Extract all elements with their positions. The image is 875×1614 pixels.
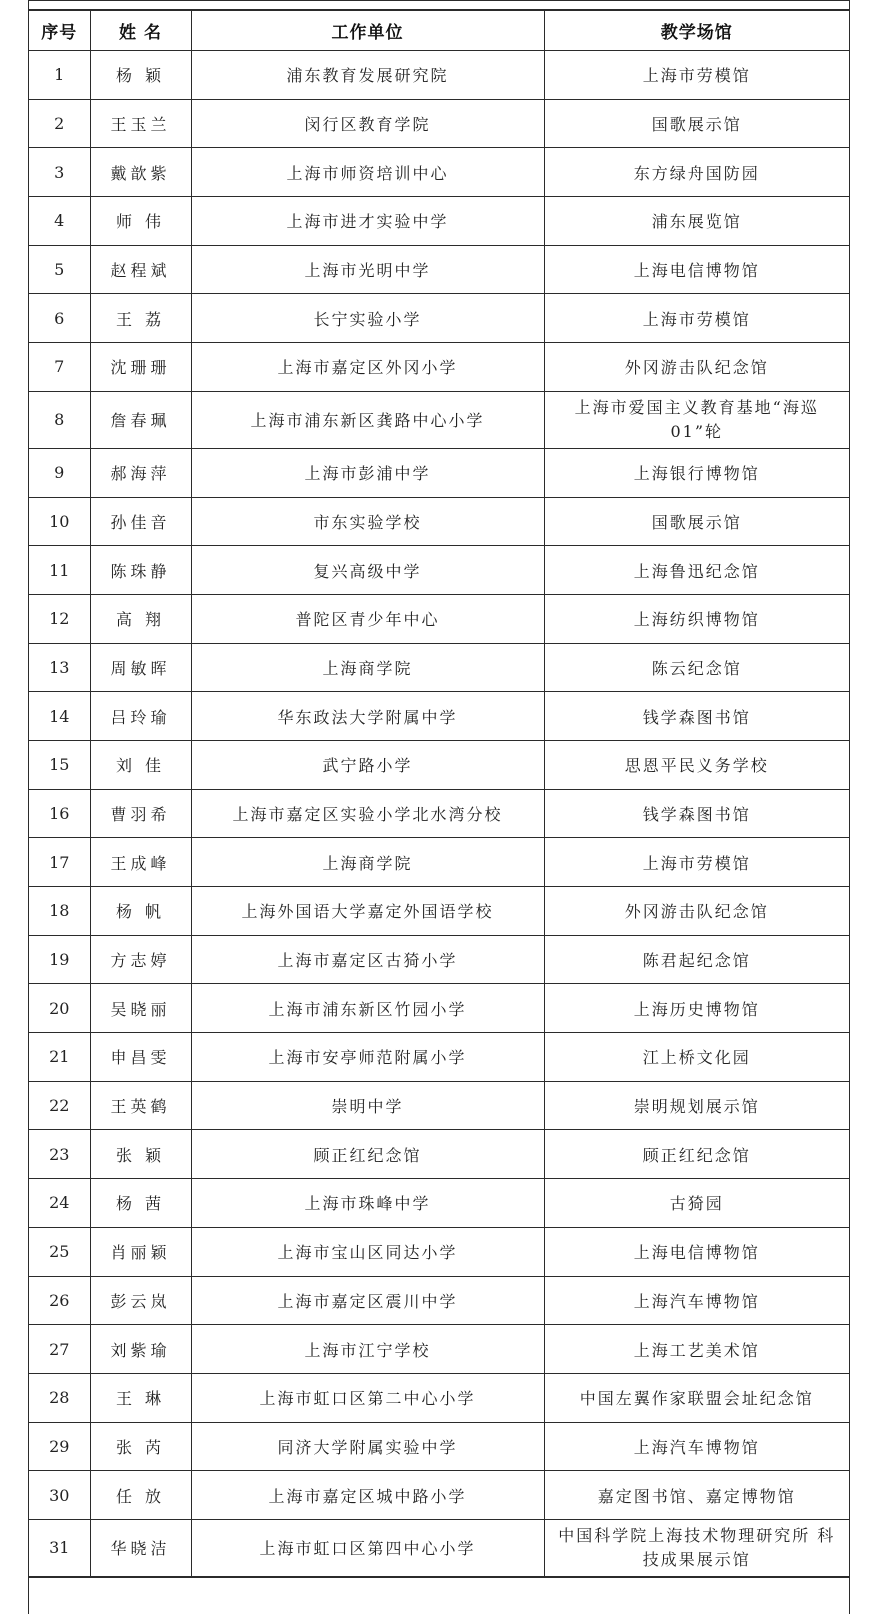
table-row	[29, 497, 849, 546]
cell-index: 2	[29, 99, 90, 148]
cell-venue: 嘉定图书馆、嘉定博物馆	[544, 1471, 849, 1520]
header-index: 序号	[29, 11, 90, 51]
cell-name: 赵程斌	[90, 245, 191, 294]
cell-unit: 上海市虹口区第二中心小学	[191, 1373, 544, 1422]
cell-unit: 上海商学院	[191, 838, 544, 887]
cell-venue: 上海市劳模馆	[544, 51, 849, 100]
cell-venue: 钱学森图书馆	[544, 692, 849, 741]
table-row	[29, 643, 849, 692]
cell-unit: 上海市光明中学	[191, 245, 544, 294]
table-top-edge	[29, 1, 849, 10]
cell-unit: 上海市嘉定区外冈小学	[191, 343, 544, 392]
cell-index: 22	[29, 1081, 90, 1130]
cell-index: 29	[29, 1422, 90, 1471]
cell-name: 杨 茜	[90, 1179, 191, 1228]
table-row	[29, 448, 849, 497]
cell-venue: 顾正红纪念馆	[544, 1130, 849, 1179]
table-row	[29, 1471, 849, 1520]
cell-venue: 国歌展示馆	[544, 99, 849, 148]
cell-unit: 武宁路小学	[191, 740, 544, 789]
cell-venue: 江上桥文化园	[544, 1033, 849, 1082]
cell-name: 沈珊珊	[90, 343, 191, 392]
cell-name: 陈珠静	[90, 546, 191, 595]
cell-index: 25	[29, 1227, 90, 1276]
cell-index: 13	[29, 643, 90, 692]
table-row	[29, 1033, 849, 1082]
table-row	[29, 1325, 849, 1374]
table-row	[29, 546, 849, 595]
cell-venue: 崇明规划展示馆	[544, 1081, 849, 1130]
cell-unit: 上海市彭浦中学	[191, 448, 544, 497]
cell-name: 王英鹤	[90, 1081, 191, 1130]
cell-unit: 上海市浦东新区竹园小学	[191, 984, 544, 1033]
cell-name: 刘紫瑜	[90, 1325, 191, 1374]
cell-venue: 上海市劳模馆	[544, 294, 849, 343]
cell-index: 24	[29, 1179, 90, 1228]
header-venue: 教学场馆	[544, 11, 849, 51]
cell-name: 张 芮	[90, 1422, 191, 1471]
cell-name: 曹羽希	[90, 789, 191, 838]
cell-index: 12	[29, 594, 90, 643]
cell-venue: 上海市劳模馆	[544, 838, 849, 887]
table-row	[29, 692, 849, 741]
cell-name: 周敏晖	[90, 643, 191, 692]
cell-venue: 思恩平民义务学校	[544, 740, 849, 789]
cell-venue: 上海纺织博物馆	[544, 594, 849, 643]
table-row	[29, 391, 849, 448]
table-row	[29, 99, 849, 148]
cell-index: 4	[29, 197, 90, 246]
table-row	[29, 294, 849, 343]
cell-unit: 同济大学附属实验中学	[191, 1422, 544, 1471]
cell-venue: 中国左翼作家联盟会址纪念馆	[544, 1373, 849, 1422]
cell-index: 9	[29, 448, 90, 497]
cell-index: 6	[29, 294, 90, 343]
cell-name: 方志婷	[90, 935, 191, 984]
table-row	[29, 148, 849, 197]
cell-name: 刘 佳	[90, 740, 191, 789]
cell-venue: 古猗园	[544, 1179, 849, 1228]
cell-index: 26	[29, 1276, 90, 1325]
cell-venue: 上海汽车博物馆	[544, 1422, 849, 1471]
cell-name: 王玉兰	[90, 99, 191, 148]
table-row	[29, 197, 849, 246]
cell-venue: 上海市爱国主义教育基地“海巡01”轮	[544, 391, 849, 448]
cell-venue: 外冈游击队纪念馆	[544, 343, 849, 392]
cell-unit: 普陀区青少年中心	[191, 594, 544, 643]
cell-index: 27	[29, 1325, 90, 1374]
cell-name: 师 伟	[90, 197, 191, 246]
cell-index: 14	[29, 692, 90, 741]
cell-name: 王 琳	[90, 1373, 191, 1422]
cell-unit: 上海外国语大学嘉定外国语学校	[191, 887, 544, 936]
cell-name: 华晓洁	[90, 1519, 191, 1576]
cell-name: 任 放	[90, 1471, 191, 1520]
cell-name: 戴歆紫	[90, 148, 191, 197]
table-row	[29, 1081, 849, 1130]
cell-index: 30	[29, 1471, 90, 1520]
cell-name: 詹春珮	[90, 391, 191, 448]
cell-unit: 上海市浦东新区龚路中心小学	[191, 391, 544, 448]
cell-name: 吕玲瑜	[90, 692, 191, 741]
table-header	[29, 11, 849, 51]
cell-index: 17	[29, 838, 90, 887]
cell-unit: 上海市师资培训中心	[191, 148, 544, 197]
table-row	[29, 789, 849, 838]
cell-name: 吴晓丽	[90, 984, 191, 1033]
cell-venue: 上海银行博物馆	[544, 448, 849, 497]
cell-venue: 外冈游击队纪念馆	[544, 887, 849, 936]
cell-index: 23	[29, 1130, 90, 1179]
instructor-table	[29, 10, 849, 1577]
table-row	[29, 51, 849, 100]
header-row	[29, 11, 849, 51]
table-row	[29, 1130, 849, 1179]
cell-index: 7	[29, 343, 90, 392]
cell-unit: 复兴高级中学	[191, 546, 544, 595]
cell-unit: 上海市嘉定区震川中学	[191, 1276, 544, 1325]
cell-unit: 上海市珠峰中学	[191, 1179, 544, 1228]
cell-index: 18	[29, 887, 90, 936]
table-row	[29, 1422, 849, 1471]
cell-unit: 上海市进才实验中学	[191, 197, 544, 246]
table-row	[29, 740, 849, 789]
cell-unit: 上海市宝山区同达小学	[191, 1227, 544, 1276]
cell-venue: 陈云纪念馆	[544, 643, 849, 692]
cell-name: 肖丽颖	[90, 1227, 191, 1276]
cell-venue: 上海电信博物馆	[544, 1227, 849, 1276]
cell-unit: 长宁实验小学	[191, 294, 544, 343]
cell-unit: 上海市嘉定区城中路小学	[191, 1471, 544, 1520]
table-bottom-edge	[29, 1577, 849, 1614]
table-row	[29, 984, 849, 1033]
table-row	[29, 594, 849, 643]
cell-venue: 上海历史博物馆	[544, 984, 849, 1033]
cell-name: 杨 颖	[90, 51, 191, 100]
table-row	[29, 1227, 849, 1276]
cell-venue: 陈君起纪念馆	[544, 935, 849, 984]
cell-venue: 东方绿舟国防园	[544, 148, 849, 197]
cell-unit: 浦东教育发展研究院	[191, 51, 544, 100]
cell-venue: 上海电信博物馆	[544, 245, 849, 294]
cell-venue: 上海汽车博物馆	[544, 1276, 849, 1325]
cell-unit: 顾正红纪念馆	[191, 1130, 544, 1179]
cell-unit: 上海市江宁学校	[191, 1325, 544, 1374]
cell-unit: 上海市虹口区第四中心小学	[191, 1519, 544, 1576]
table-row	[29, 1519, 849, 1576]
cell-index: 16	[29, 789, 90, 838]
cell-index: 3	[29, 148, 90, 197]
table-row	[29, 887, 849, 936]
cell-venue: 钱学森图书馆	[544, 789, 849, 838]
cell-index: 8	[29, 391, 90, 448]
table-row	[29, 838, 849, 887]
cell-unit: 华东政法大学附属中学	[191, 692, 544, 741]
cell-index: 21	[29, 1033, 90, 1082]
cell-name: 申昌雯	[90, 1033, 191, 1082]
table-row	[29, 343, 849, 392]
cell-unit: 市东实验学校	[191, 497, 544, 546]
cell-venue: 上海工艺美术馆	[544, 1325, 849, 1374]
cell-unit: 上海市安亭师范附属小学	[191, 1033, 544, 1082]
cell-index: 10	[29, 497, 90, 546]
cell-index: 19	[29, 935, 90, 984]
table-row	[29, 1276, 849, 1325]
table-row	[29, 1373, 849, 1422]
cell-name: 高 翔	[90, 594, 191, 643]
cell-name: 杨 帆	[90, 887, 191, 936]
header-name: 姓 名	[90, 11, 191, 51]
cell-unit: 上海市嘉定区古猗小学	[191, 935, 544, 984]
cell-name: 王成峰	[90, 838, 191, 887]
cell-unit: 上海市嘉定区实验小学北水湾分校	[191, 789, 544, 838]
table-row	[29, 1179, 849, 1228]
table-row	[29, 245, 849, 294]
cell-venue: 上海鲁迅纪念馆	[544, 546, 849, 595]
cell-name: 彭云岚	[90, 1276, 191, 1325]
cell-index: 11	[29, 546, 90, 595]
header-unit: 工作单位	[191, 11, 544, 51]
cell-name: 郝海萍	[90, 448, 191, 497]
cell-index: 15	[29, 740, 90, 789]
cell-unit: 崇明中学	[191, 1081, 544, 1130]
cell-venue: 中国科学院上海技术物理研究所 科技成果展示馆	[544, 1519, 849, 1576]
cell-venue: 浦东展览馆	[544, 197, 849, 246]
cell-name: 王 荔	[90, 294, 191, 343]
cell-venue: 国歌展示馆	[544, 497, 849, 546]
cell-index: 5	[29, 245, 90, 294]
cell-unit: 上海商学院	[191, 643, 544, 692]
table-row	[29, 935, 849, 984]
cell-index: 1	[29, 51, 90, 100]
cell-index: 31	[29, 1519, 90, 1576]
cell-name: 孙佳音	[90, 497, 191, 546]
table-body	[29, 51, 849, 1577]
cell-index: 20	[29, 984, 90, 1033]
cell-index: 28	[29, 1373, 90, 1422]
cell-name: 张 颖	[90, 1130, 191, 1179]
instructor-table-container	[28, 0, 850, 1614]
cell-unit: 闵行区教育学院	[191, 99, 544, 148]
